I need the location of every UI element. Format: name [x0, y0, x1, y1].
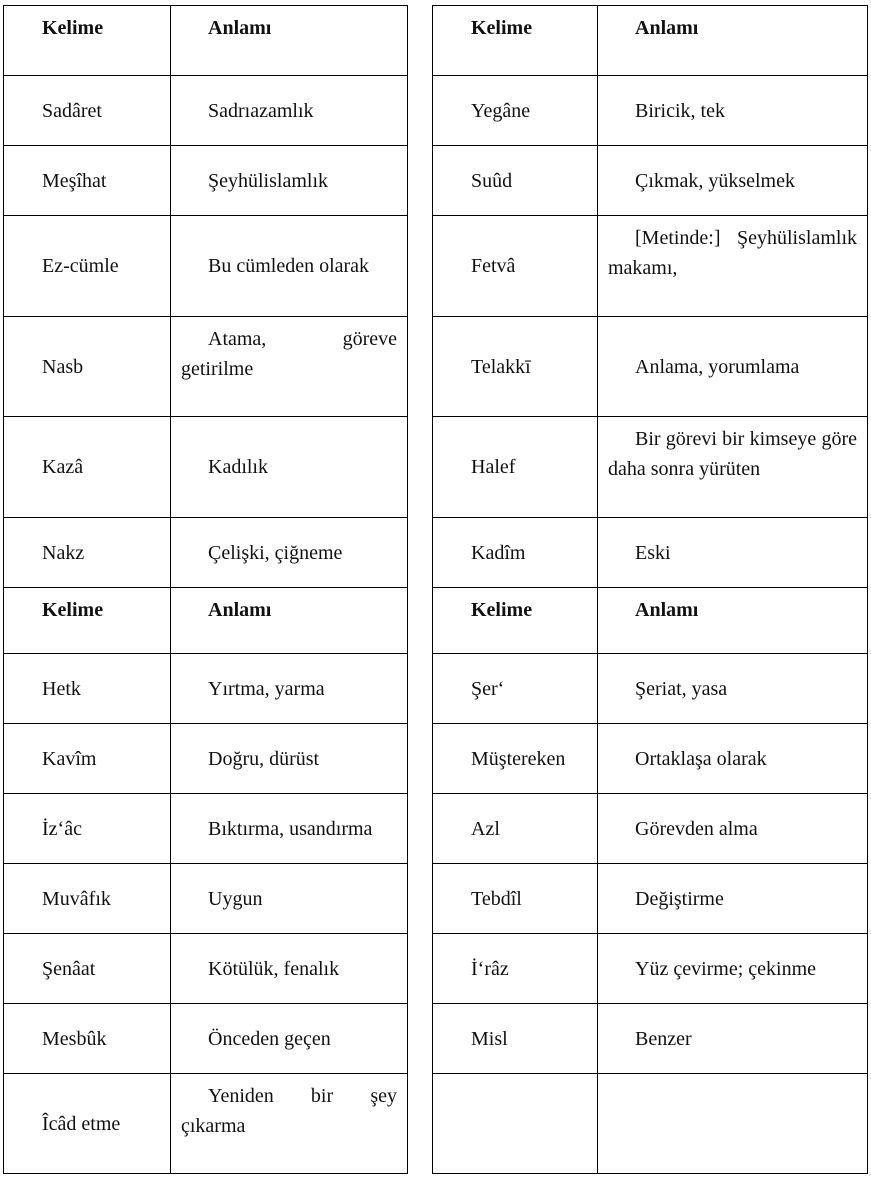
table-row [433, 417, 868, 518]
meaning-cell [598, 417, 868, 518]
table-row [433, 216, 868, 317]
header-meaning-text: Anlamı [635, 599, 699, 621]
meaning-cell [598, 146, 868, 216]
word-cell: Azl [433, 794, 598, 864]
meaning-text: Uygun [208, 887, 263, 910]
table-row [4, 317, 408, 417]
meaning-text: Önceden geçen [208, 1027, 331, 1050]
glossary-table-left [3, 5, 408, 1174]
word-cell: İ‘râz [433, 934, 598, 1004]
meaning-text: Ortaklaşa olarak [635, 747, 767, 770]
word-cell: Nasb [4, 317, 171, 417]
meaning-cell [171, 417, 408, 518]
meaning-text: Çıkmak, yükselmek [635, 169, 795, 192]
meaning-text: Kadılık [208, 456, 268, 478]
table-row [4, 934, 408, 1004]
table-row [433, 518, 868, 588]
table-row [4, 864, 408, 934]
meaning-cell [171, 317, 408, 417]
table-row [433, 76, 868, 146]
glossary-body-right [433, 6, 868, 1174]
table-row [4, 654, 408, 724]
meaning-text: Yırtma, yarma [208, 677, 325, 700]
meaning-text: Görevden alma [635, 817, 758, 840]
meaning-text: Anlama, yorumlama [635, 355, 800, 378]
table-row [433, 1074, 868, 1174]
meaning-cell [598, 794, 868, 864]
word-cell: Îcâd etme [4, 1074, 171, 1174]
header-word: Kelime [4, 6, 171, 76]
word-cell: Kavîm [4, 724, 171, 794]
header-word: Kelime [433, 588, 598, 654]
meaning-text: Bıktırma, usandırma [208, 817, 373, 840]
header-row [4, 588, 408, 654]
meaning-cell [171, 1074, 408, 1174]
header-meaning [171, 588, 408, 654]
table-row [433, 317, 868, 417]
word-cell: Kadîm [433, 518, 598, 588]
header-word: Kelime [433, 6, 598, 76]
table-row [4, 518, 408, 588]
word-cell: Meşîhat [4, 146, 171, 216]
table-row [433, 1004, 868, 1074]
header-row [433, 6, 868, 76]
header-meaning [598, 6, 868, 76]
word-cell: Yegâne [433, 76, 598, 146]
meaning-text: Kötülük, fenalık [208, 957, 340, 980]
header-word: Kelime [4, 588, 171, 654]
header-row [433, 588, 868, 654]
table-row [4, 1004, 408, 1074]
meaning-cell [598, 216, 868, 317]
header-meaning [598, 588, 868, 654]
header-meaning [171, 6, 408, 76]
word-cell: Misl [433, 1004, 598, 1074]
meaning-cell [598, 724, 868, 794]
table-row [4, 1074, 408, 1174]
meaning-cell [598, 76, 868, 146]
header-meaning-text: Anlamı [208, 599, 272, 621]
table-row [433, 654, 868, 724]
table-row [4, 417, 408, 518]
meaning-cell [171, 864, 408, 934]
glossary-table-right [432, 5, 868, 1174]
meaning-cell [171, 1004, 408, 1074]
word-cell: Halef [433, 417, 598, 518]
meaning-text: Atama, göreve getirilme [181, 328, 397, 380]
meaning-text: [Metinde:] Şeyhülislamlık makamı, [608, 227, 857, 279]
meaning-cell [598, 317, 868, 417]
table-row [4, 76, 408, 146]
meaning-cell [171, 216, 408, 317]
meaning-cell [171, 76, 408, 146]
header-meaning-text: Anlamı [635, 17, 699, 39]
meaning-cell [171, 794, 408, 864]
word-cell: Hetk [4, 654, 171, 724]
word-cell: Nakz [4, 518, 171, 588]
word-cell: Tebdîl [433, 864, 598, 934]
meaning-text: Yüz çevirme; çekinme [635, 957, 817, 980]
meaning-cell [171, 146, 408, 216]
word-cell: Müştereken [433, 724, 598, 794]
word-cell: Kazâ [4, 417, 171, 518]
word-cell: Fetvâ [433, 216, 598, 317]
meaning-cell [598, 1004, 868, 1074]
meaning-text: Benzer [635, 1027, 692, 1050]
table-row [433, 724, 868, 794]
meaning-text: Değiştirme [635, 887, 724, 910]
meaning-text: Doğru, dürüst [208, 747, 320, 770]
glossary-body-left [4, 6, 408, 1174]
meaning-cell [598, 518, 868, 588]
meaning-cell [598, 864, 868, 934]
meaning-text: Eski [635, 541, 671, 564]
meaning-cell [598, 934, 868, 1004]
table-row [433, 864, 868, 934]
word-cell: İz‘âc [4, 794, 171, 864]
table-row [433, 146, 868, 216]
meaning-text: Şeriat, yasa [635, 677, 728, 700]
header-row [4, 6, 408, 76]
word-cell [433, 1074, 598, 1174]
table-row [4, 724, 408, 794]
meaning-text: Sadrıazamlık [208, 99, 314, 122]
word-cell: Suûd [433, 146, 598, 216]
meaning-cell [598, 654, 868, 724]
meaning-text: Biricik, tek [635, 99, 725, 122]
table-row [4, 794, 408, 864]
meaning-cell [171, 518, 408, 588]
meaning-text: Bu cümleden olarak [208, 255, 370, 277]
table-row [4, 146, 408, 216]
meaning-text: Şeyhülislamlık [208, 169, 328, 192]
meaning-cell [171, 654, 408, 724]
word-cell: Muvâfık [4, 864, 171, 934]
word-cell: Sadâret [4, 76, 171, 146]
word-cell: Ez-cümle [4, 216, 171, 317]
meaning-text: Yeniden bir şey çıkarma [181, 1085, 397, 1137]
header-meaning-text: Anlamı [208, 17, 272, 39]
word-cell: Şenâat [4, 934, 171, 1004]
word-cell: Telakkī [433, 317, 598, 417]
table-row [4, 216, 408, 317]
meaning-text: Çelişki, çiğneme [208, 541, 343, 564]
word-cell: Şer‘ [433, 654, 598, 724]
meaning-cell [171, 934, 408, 1004]
table-row [433, 934, 868, 1004]
meaning-cell [171, 724, 408, 794]
table-row [433, 794, 868, 864]
word-cell: Mesbûk [4, 1004, 171, 1074]
meaning-text: Bir görevi bir kimseye göre daha sonra yürüten [608, 428, 857, 480]
meaning-cell [598, 1074, 868, 1174]
